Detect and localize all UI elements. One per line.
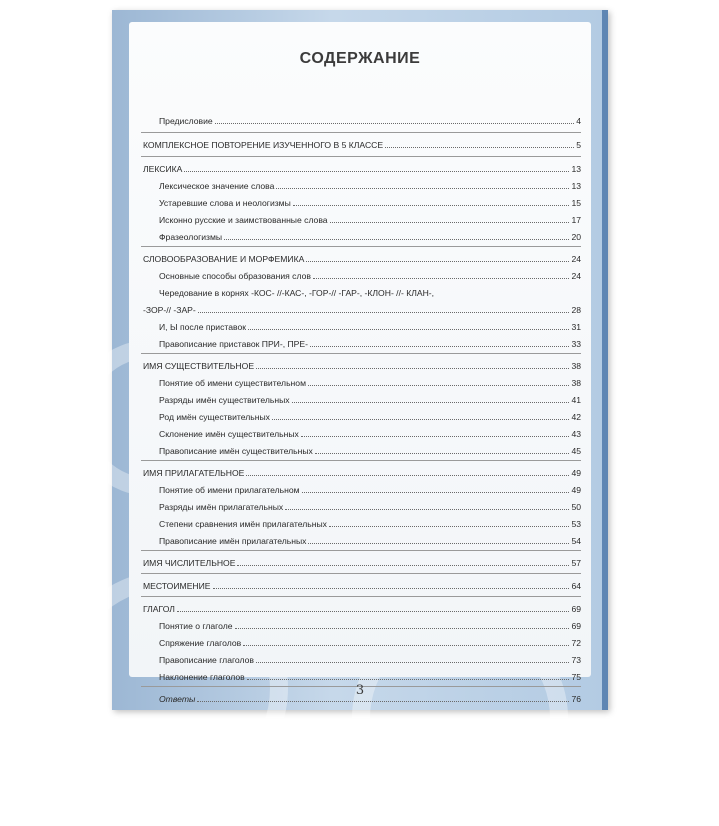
toc-entry-page: 24 xyxy=(571,271,581,281)
leader-dots xyxy=(177,610,569,612)
toc-entry-label: ИМЯ ЧИСЛИТЕЛЬНОЕ xyxy=(143,558,236,568)
toc-entry-page: 73 xyxy=(571,655,581,665)
toc-entry-label: ЛЕКСИКА xyxy=(143,164,183,174)
leader-dots xyxy=(306,260,569,262)
toc-entry-label: Лексическое значение слова xyxy=(159,181,275,191)
toc-entry-label: Основные способы образования слов xyxy=(159,271,311,281)
toc-section[interactable] xyxy=(129,158,591,174)
leader-dots xyxy=(246,474,569,476)
section-divider xyxy=(141,132,581,133)
toc-entry[interactable] xyxy=(129,530,591,546)
leader-dots xyxy=(293,204,570,206)
toc-entry-label: Понятие об имени существительном xyxy=(159,378,306,388)
toc-section[interactable] xyxy=(129,552,591,568)
leader-dots xyxy=(256,367,569,369)
leader-dots xyxy=(224,238,569,240)
leader-dots xyxy=(248,328,569,330)
toc-entry-page: 69 xyxy=(571,604,581,614)
toc-entry-page: 50 xyxy=(571,502,581,512)
leader-dots xyxy=(215,122,575,124)
toc-entry[interactable] xyxy=(129,226,591,242)
toc-entry[interactable] xyxy=(129,423,591,439)
toc-section[interactable] xyxy=(129,134,591,150)
leader-dots xyxy=(256,661,569,663)
toc-entry-page: 49 xyxy=(571,485,581,495)
toc-entry[interactable] xyxy=(129,479,591,495)
leader-dots xyxy=(237,564,569,566)
toc-entry-page: 38 xyxy=(571,378,581,388)
toc-entry-page: 64 xyxy=(571,581,581,591)
toc-section[interactable] xyxy=(129,462,591,478)
toc-entry[interactable] xyxy=(129,316,591,332)
leader-dots xyxy=(329,525,569,527)
leader-dots xyxy=(276,187,569,189)
toc-entry-page: 28 xyxy=(571,305,581,315)
toc-entry[interactable] xyxy=(129,389,591,405)
toc-entry[interactable] xyxy=(129,175,591,191)
toc-section[interactable] xyxy=(129,248,591,264)
toc-entry-page: 31 xyxy=(571,322,581,332)
toc-entry-page: 5 xyxy=(576,140,581,150)
toc-entry-page: 76 xyxy=(571,694,581,704)
toc-entry-label: Спряжение глаголов xyxy=(159,638,242,648)
leader-dots xyxy=(302,491,570,493)
toc-entry[interactable] xyxy=(129,406,591,422)
toc-entry-label: Правописание имён существительных xyxy=(159,446,313,456)
section-divider xyxy=(141,353,581,354)
toc-entry[interactable] xyxy=(129,209,591,225)
leader-dots xyxy=(313,277,570,279)
leader-dots xyxy=(385,146,574,148)
toc-entry-label: Предисловие xyxy=(159,116,213,126)
section-divider xyxy=(141,573,581,574)
toc-entry[interactable] xyxy=(129,282,591,298)
leader-dots xyxy=(235,627,570,629)
toc-entry-page: 54 xyxy=(571,536,581,546)
toc-entry-label: Степени сравнения имён прилагательных xyxy=(159,519,327,529)
toc-entry[interactable] xyxy=(129,333,591,349)
leader-dots xyxy=(272,418,569,420)
leader-dots xyxy=(198,311,570,313)
toc-entry-page: 4 xyxy=(576,116,581,126)
page-title: СОДЕРЖАНИЕ xyxy=(299,50,421,67)
toc-entry-page: 43 xyxy=(571,429,581,439)
toc-entry-label: Правописание имён прилагательных xyxy=(159,536,307,546)
toc-entry-label: Исконно русские и заимствованные слова xyxy=(159,215,328,225)
leader-dots xyxy=(247,678,570,680)
toc-entry-page: 15 xyxy=(571,198,581,208)
toc-entry-label: -ЗОР-// -ЗАР- xyxy=(143,305,196,315)
toc-entry-label: И, Ы после приставок xyxy=(159,322,247,332)
toc-entry-label: Понятие о глаголе xyxy=(159,621,233,631)
toc-entry-label: ИМЯ ПРИЛАГАТЕЛЬНОЕ xyxy=(143,468,245,478)
toc-entry[interactable] xyxy=(129,192,591,208)
toc-entry[interactable] xyxy=(129,110,591,126)
toc-entry-page: 13 xyxy=(571,164,581,174)
leader-dots xyxy=(285,508,569,510)
toc-entry[interactable] xyxy=(129,666,591,682)
toc-entry-label: СЛОВООБРАЗОВАНИЕ И МОРФЕМИКА xyxy=(143,254,305,264)
toc-entry[interactable] xyxy=(129,513,591,529)
toc-entry-label: Наклонение глаголов xyxy=(159,672,245,682)
toc-entry[interactable] xyxy=(129,372,591,388)
toc-entry-label: Фразеологизмы xyxy=(159,232,223,242)
toc-entry-label: ИМЯ СУЩЕСТВИТЕЛЬНОЕ xyxy=(143,361,255,371)
toc-entry-page: 13 xyxy=(571,181,581,191)
toc-entry-label: Устаревшие слова и неологизмы xyxy=(159,198,291,208)
leader-dots xyxy=(197,700,569,702)
toc-entry-label: Чередование в корнях -КОС- //-КАС-, -ГОР-// -ГАР-, -КЛОН- //- КЛАН-, xyxy=(159,288,435,298)
section-divider xyxy=(141,246,581,247)
leader-dots xyxy=(184,170,569,172)
toc-section[interactable] xyxy=(129,355,591,371)
page-number: 3 xyxy=(355,683,365,698)
toc-entry[interactable] xyxy=(129,299,591,315)
toc-entry[interactable] xyxy=(129,496,591,512)
toc-entry-label: Разряды имён существительных xyxy=(159,395,290,405)
toc-entry-label: Правописание приставок ПРИ-, ПРЕ- xyxy=(159,339,308,349)
toc-entry-page: 69 xyxy=(571,621,581,631)
leader-dots xyxy=(301,435,570,437)
section-divider xyxy=(141,550,581,551)
toc-entry-label: Род имён существительных xyxy=(159,412,270,422)
leader-dots xyxy=(308,542,569,544)
toc-entry-label: МЕСТОИМЕНИЕ xyxy=(143,581,211,591)
leader-dots xyxy=(310,345,569,347)
toc-entry[interactable] xyxy=(129,632,591,648)
toc-entry-page: 41 xyxy=(571,395,581,405)
toc-entry-page: 57 xyxy=(571,558,581,568)
toc-entry[interactable] xyxy=(129,649,591,665)
toc-entry-page: 49 xyxy=(571,468,581,478)
toc-entry-page: 53 xyxy=(571,519,581,529)
toc-page xyxy=(129,22,591,704)
toc-entry[interactable] xyxy=(129,615,591,631)
section-divider xyxy=(141,460,581,461)
toc-entry-label: ГЛАГОЛ xyxy=(143,604,175,614)
leader-dots xyxy=(308,384,569,386)
toc-entry-label: Правописание глаголов xyxy=(159,655,254,665)
toc-entry-page: 24 xyxy=(571,254,581,264)
toc-entry-page: 20 xyxy=(571,232,581,242)
toc-entry-label: КОМПЛЕКСНОЕ ПОВТОРЕНИЕ ИЗУЧЕННОГО В 5 КЛАССЕ xyxy=(143,140,384,150)
section-divider xyxy=(141,596,581,597)
toc-entry-page: 17 xyxy=(571,215,581,225)
toc-section[interactable] xyxy=(129,598,591,614)
toc-entry-label: Ответы xyxy=(159,694,196,704)
leader-dots xyxy=(330,221,570,223)
toc-entry[interactable] xyxy=(129,265,591,281)
section-divider xyxy=(141,156,581,157)
toc-entry[interactable] xyxy=(129,440,591,456)
toc-entry-page: 75 xyxy=(571,672,581,682)
toc-entry-label: Склонение имён существительных xyxy=(159,429,299,439)
toc-section[interactable] xyxy=(129,575,591,591)
toc-entry-label: Понятие об имени прилагательном xyxy=(159,485,300,495)
toc-entry-page: 72 xyxy=(571,638,581,648)
toc-entry-page: 33 xyxy=(571,339,581,349)
leader-dots xyxy=(213,587,570,589)
toc-entry-page: 45 xyxy=(571,446,581,456)
leader-dots xyxy=(292,401,570,403)
leader-dots xyxy=(315,452,570,454)
leader-dots xyxy=(243,644,569,646)
toc-entry-page: 42 xyxy=(571,412,581,422)
toc-entry-label: Разряды имён прилагательных xyxy=(159,502,284,512)
toc-entry-page: 38 xyxy=(571,361,581,371)
